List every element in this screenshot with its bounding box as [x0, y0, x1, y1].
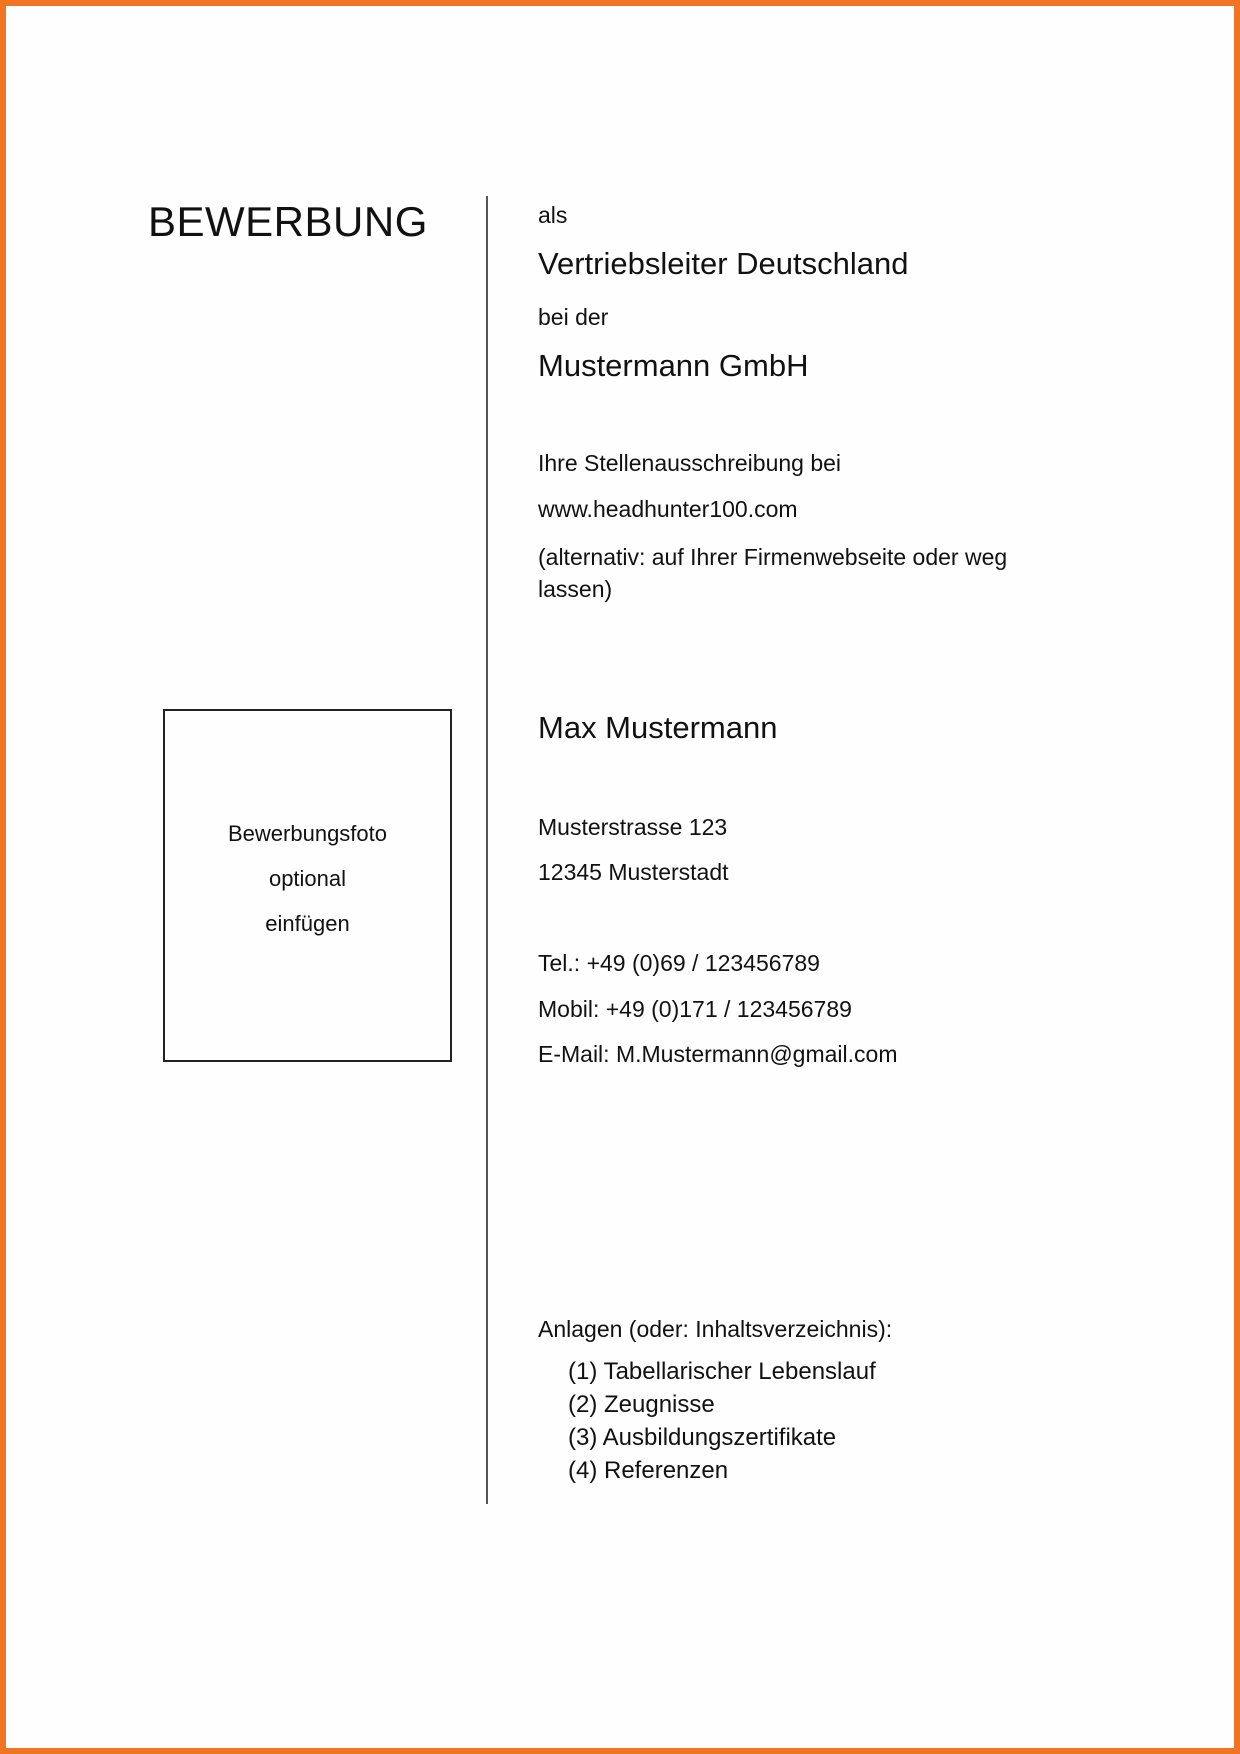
applicant-street: Musterstrasse 123 [538, 814, 728, 840]
applicant-name: Max Mustermann [538, 710, 778, 745]
attachments-heading: Anlagen (oder: Inhaltsverzeichnis): [538, 1316, 893, 1342]
photo-placeholder [163, 709, 452, 1062]
vertical-divider [486, 196, 488, 1504]
applicant-mobile: Mobil: +49 (0)171 / 123456789 [538, 996, 852, 1022]
source-note: (alternativ: auf Ihrer Firmenwebseite oder weg lassen) [538, 544, 1008, 602]
source-line: Ihre Stellenausschreibung bei [538, 450, 842, 476]
position-title: Vertriebsleiter Deutschland [538, 246, 909, 281]
list-item: (1) Tabellarischer Lebenslauf [568, 1358, 876, 1385]
attachments-list [568, 1355, 876, 1487]
applicant-city: 12345 Musterstadt [538, 859, 729, 885]
list-item: (3) Ausbildungszertifikate [568, 1424, 837, 1451]
applicant-phone: Tel.: +49 (0)69 / 123456789 [538, 950, 820, 976]
photo-label-line: einfügen [265, 911, 350, 936]
company-prefix: bei der [538, 304, 609, 330]
company-name: Mustermann GmbH [538, 348, 809, 383]
list-item: (2) Zeugnisse [568, 1391, 715, 1418]
applicant-email: E-Mail: M.Mustermann@gmail.com [538, 1041, 898, 1067]
list-item: (4) Referenzen [568, 1457, 729, 1484]
photo-label-line: optional [268, 866, 347, 891]
document-heading: BEWERBUNG [148, 198, 428, 245]
photo-label-line: Bewerbungsfoto [228, 821, 387, 846]
position-prefix: als [538, 202, 568, 228]
source-url: www.headhunter100.com [538, 496, 798, 522]
